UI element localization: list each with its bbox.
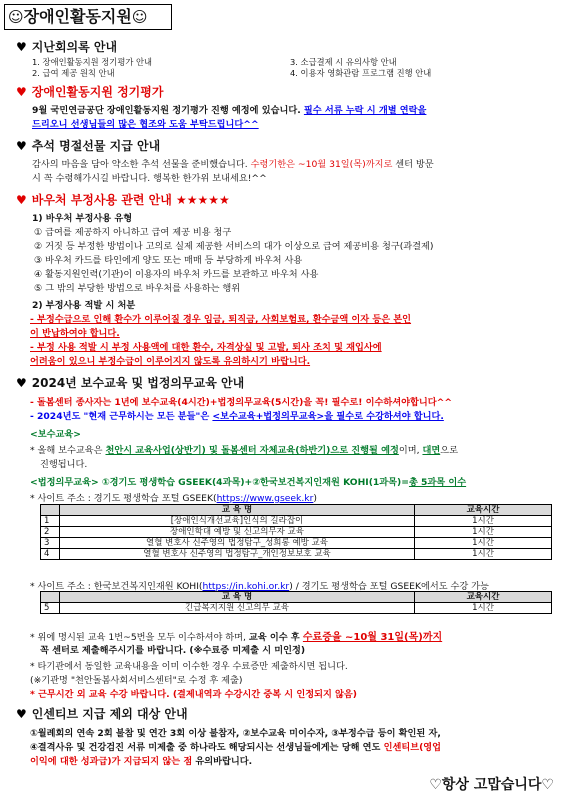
heart-icon: ♥ <box>16 376 27 390</box>
list-item: 2. 급여 제공 원칙 안내 <box>32 68 115 78</box>
list-item: 4. 이용자 영화관람 프로그램 진행 안내 <box>290 68 432 78</box>
table-cell: 2 <box>41 527 60 538</box>
text-span: * 위에 명시된 교육 1번~5번을 모두 이수하셔야 하며, <box>30 632 249 643</box>
section-heading-education <box>16 374 244 391</box>
paragraph-line <box>30 753 252 767</box>
kohi-link[interactable]: https://in.kohi.or.kr <box>202 581 290 592</box>
text-span: 교육 이수 후 <box>248 632 303 643</box>
table-cell: 열혈 변호사 신주영의 법정탐구_성희롱 예방 교육 <box>60 538 415 549</box>
text-span: ④결격사유 및 건강검진 서류 미제출 중 하나라도 해당되시는 선생님들에게는 당해 연도 <box>30 742 384 753</box>
text-span: 9월 국민연금공단 장애인활동지원 정기평가 진행 예정에 있습니다. <box>32 105 304 116</box>
table-cell: 1 <box>41 516 60 527</box>
table-row <box>41 527 552 538</box>
list-item: ② 거짓 등 부정한 방법이나 고의로 실제 제공한 서비스의 대가 이상으로 급여 제공비용 청구(과결제) <box>34 241 434 252</box>
page-title <box>4 4 172 30</box>
text-span: - 2024년도 "현재 근무하시는 모든 분들"은 <box>30 411 213 422</box>
section-heading-evaluation <box>16 83 163 100</box>
table-cell: 5 <box>41 603 60 614</box>
text-span: 유의바랍니다. <box>192 756 253 767</box>
text-span: * 사이트 주소 : 한국보건복지인재원 KOHI( <box>30 581 203 592</box>
table-cell: 긴급복지지원 신고의무 교육 <box>60 603 415 614</box>
text-span: ) <box>313 493 317 504</box>
highlight-text: 필수 서류 누락 시 개별 연락을 <box>303 105 427 116</box>
list-item: ⑤ 그 밖의 부당한 방법으로 바우처를 사용하는 행위 <box>34 283 241 294</box>
legal-label <box>30 474 466 488</box>
note-line <box>30 408 444 422</box>
highlight-text: <보수교육+법정의무교육>을 필수로 수강하셔야 합니다. <box>212 411 444 422</box>
table-header-cell <box>41 505 60 516</box>
text-span: ) / 경기도 평생학습 포털 GSEEK에서도 수강 가능 <box>289 581 489 592</box>
section-heading-minutes <box>16 38 117 55</box>
heart-icon: ♥ <box>16 139 27 153</box>
smile-icon: ☺ <box>8 8 24 26</box>
paragraph-line: 꼭 센터로 제출해주시기를 바랍니다. (※수료증 미제출 시 미인정) <box>40 645 306 656</box>
section-heading-text: 지난회의록 안내 <box>31 40 118 54</box>
table-cell: 1시간 <box>415 527 552 538</box>
table-cell: 3 <box>41 538 60 549</box>
table-cell: 열혈 변호사 신주영의 법정탐구_개인정보보호 교육 <box>60 549 415 560</box>
text-span: 으로 <box>440 445 458 456</box>
section-heading-text: 인센티브 지급 제외 대상 안내 <box>31 707 188 721</box>
highlight-text: 총 5과목 이수 <box>408 477 467 488</box>
section-heading-gift <box>16 137 160 154</box>
site-line <box>30 578 489 592</box>
highlight-text: 인센티브(영업 <box>383 742 442 753</box>
text-span: <법정의무교육> ①경기도 평생학습 GSEEK(4과목)+②한국보건복지인재원 KOHI(1과목)= <box>30 477 409 488</box>
education-table-kohi <box>40 591 552 614</box>
footer-thanks: ♡항상 고맙습니다♡ <box>429 777 554 793</box>
site-line <box>30 490 317 504</box>
table-cell: [장애인식개선교육]인식의 길라잡이 <box>60 516 415 527</box>
table-header-cell: 교육시간 <box>415 592 552 603</box>
paragraph-line: 시 꼭 수령해가시길 바랍니다. 행복한 한가위 보내세요!^^ <box>32 173 267 184</box>
heart-icon: ♥ <box>16 85 27 99</box>
section-heading-text: 추석 명절선물 지급 안내 <box>31 139 161 153</box>
paragraph-line: 드리오니 선생님들의 많은 협조와 도움 부탁드립니다^^ <box>32 119 259 130</box>
table-cell: 1시간 <box>415 516 552 527</box>
smile-icon: ☺ <box>131 8 148 26</box>
table-header-row <box>41 505 552 516</box>
paragraph-line: * 타기관에서 동일한 교육내용을 이미 이수한 경우 수료증만 제출하시면 됩니다. <box>30 661 348 672</box>
list-item: ④ 활동지원인력(기관)이 이용자의 바우처 카드를 보관하고 바우처 사용 <box>34 269 319 280</box>
text-span: 이며, <box>398 445 423 456</box>
paragraph-line: 진행됩니다. <box>40 459 88 470</box>
subheading: 1) 바우처 부정사용 유형 <box>32 213 133 224</box>
paragraph-line: * 근무시간 외 교육 수강 바랍니다. (결제내역과 수강시간 중복 시 인정되지 않음) <box>30 689 358 700</box>
deadline-text: 수령기한은 ~10월 31일(목)까지로 <box>250 159 393 170</box>
heart-icon: ♥ <box>16 707 27 721</box>
table-cell: 1시간 <box>415 538 552 549</box>
section-heading-text: 장애인활동지원 정기평가 <box>31 85 164 99</box>
heart-icon: ♥ <box>16 193 27 207</box>
table-cell: 1시간 <box>415 603 552 614</box>
highlight-text: 이익에 대한 성과급)가 지급되지 않는 점 <box>30 756 193 767</box>
section-heading-text: 바우처 부정사용 관련 안내 <box>31 193 176 207</box>
table-row <box>41 516 552 527</box>
paragraph-line <box>30 739 441 753</box>
warning-line: - 부정 사용 적발 시 부정 사용액에 대한 환수, 자격상실 및 고발, 퇴사 조치 및 재입사에 <box>30 342 382 353</box>
text-span: 센터 방문 <box>392 159 434 170</box>
warning-line: - 부정수급으로 인해 환수가 이루어질 경우 임금, 퇴직금, 사회보험료, 환수금액 이자 등은 본인 <box>30 314 412 325</box>
table-row <box>41 549 552 560</box>
table-header-cell: 교 육 명 <box>60 505 415 516</box>
page-title-text: 장애인활동지원 <box>23 7 132 26</box>
table-header-cell <box>41 592 60 603</box>
paragraph-line <box>30 442 458 456</box>
star-rating-icon: ★★★★★ <box>176 193 230 207</box>
paragraph-line: (※기관명 "천안돌봄사회서비스센터"로 수정 후 제출) <box>30 675 243 686</box>
table-row <box>41 603 552 614</box>
list-item: 1. 장애인활동지원 정기평가 안내 <box>32 57 153 67</box>
table-row <box>41 538 552 549</box>
table-header-cell: 교육시간 <box>415 505 552 516</box>
subheading: 2) 부정사용 적발 시 처분 <box>32 300 136 311</box>
education-table-gseek <box>40 504 552 560</box>
text-span: * 사이트 주소 : 경기도 평생학습 포털 GSEEK( <box>30 493 217 504</box>
text-span: 감사의 마음을 담아 약소한 추석 선물을 준비했습니다. <box>32 159 251 170</box>
section-heading-text: 2024년 보수교육 및 법정의무교육 안내 <box>31 376 245 390</box>
text-span: * 올해 보수교육은 <box>30 445 106 456</box>
list-item: ③ 바우처 카드를 타인에게 양도 또는 매매 등 부당하게 바우처 사용 <box>34 255 303 266</box>
list-item: 3. 소급결제 시 유의사항 안내 <box>290 57 397 67</box>
table-header-cell: 교 육 명 <box>60 592 415 603</box>
warning-line: 어려움이 있으니 부정수급이 이루어지지 않도록 유의하시기 바랍니다. <box>30 356 311 367</box>
table-cell: 1시간 <box>415 549 552 560</box>
section-heading-incentive <box>16 705 188 722</box>
bosu-label: <보수교육> <box>30 429 81 440</box>
paragraph-line: ①월례회의 연속 2회 불참 및 연간 3회 이상 불참자, ②보수교육 미이수자, ③부정수급 등이 확인된 자, <box>30 728 441 739</box>
table-cell: 장애인학대 예방 및 신고의무자 교육 <box>60 527 415 538</box>
warning-line: 이 반납하여야 합니다. <box>30 328 120 339</box>
paragraph-line <box>30 628 442 643</box>
paragraph-line <box>32 156 434 170</box>
heart-icon: ♥ <box>16 40 27 54</box>
gseek-link[interactable]: https://www.gseek.kr <box>216 493 314 504</box>
paragraph-line <box>32 102 426 116</box>
note-line: - 돌봄센터 종사자는 1년에 보수교육(4시간)+법정의무교육(5시간)을 꼭! 필수로! 이수하셔야합니다^^ <box>30 397 453 408</box>
highlight-text: 천안시 교육사업(상반기) 및 돌봄센터 자체교육(하반기)으로 진행될 예정 <box>105 445 399 456</box>
deadline-text: 수료증을 ~10월 31일(목)까지 <box>302 632 443 643</box>
highlight-text: 대면 <box>422 445 441 456</box>
table-cell: 4 <box>41 549 60 560</box>
table-header-row <box>41 592 552 603</box>
section-heading-voucher <box>16 191 230 208</box>
list-item: ① 급여를 제공하지 아니하고 급여 제공 비용 청구 <box>34 227 232 238</box>
